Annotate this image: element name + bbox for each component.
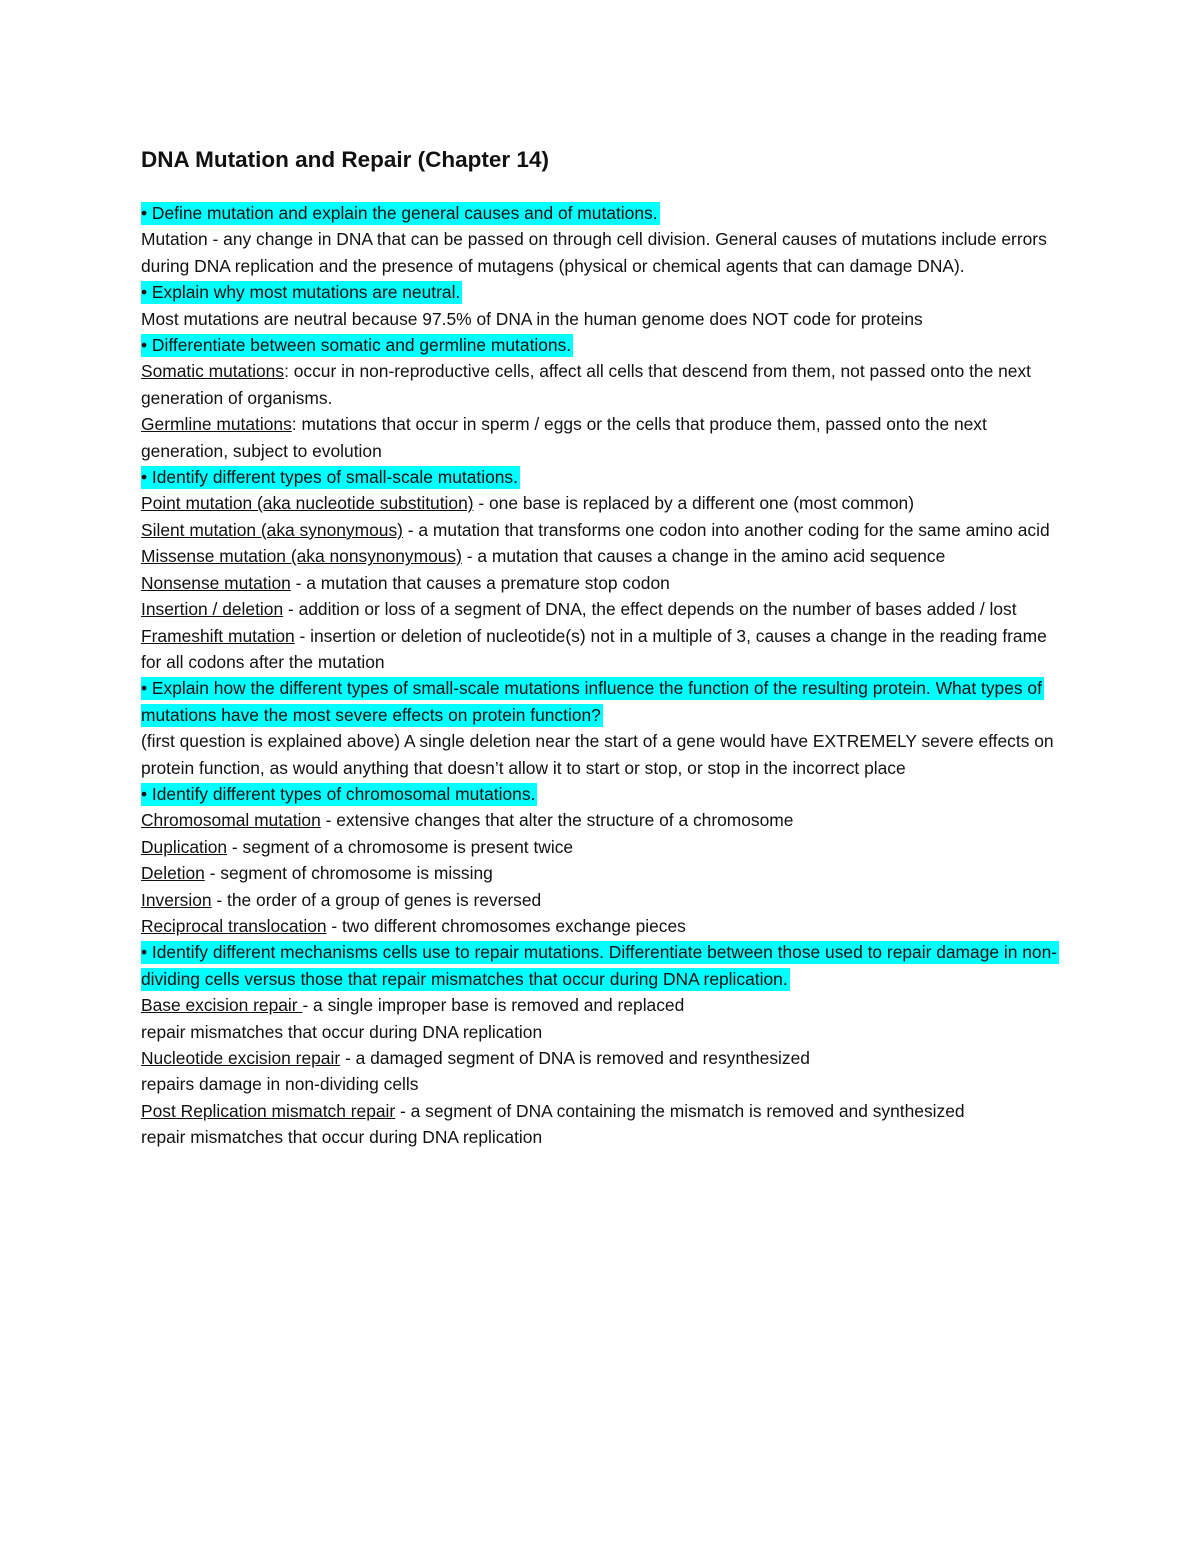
term-definition: - extensive changes that alter the structure of a chromosome	[320, 810, 794, 831]
term-definition: - one base is replaced by a different one (most common)	[473, 493, 915, 514]
answer-text: (first question is explained above) A single deletion near the start of a gene would have EXTREMELY severe effects on protein function, as would anything that doesn’t allow it to start or stop, or stop in the incorrect place	[141, 731, 1054, 778]
term-label: Deletion	[141, 863, 205, 884]
definition-entry	[141, 992, 1071, 1018]
learning-objective	[141, 675, 1071, 728]
term-definition: : occur in non-reproductive cells, affect all cells that descend from them, not passed onto the next generation of organisms.	[141, 361, 1031, 408]
learning-objective	[141, 939, 1071, 992]
definition-entry	[141, 490, 1071, 516]
term-label: Germline mutations	[141, 414, 292, 435]
answer-text: repair mismatches that occur during DNA replication	[141, 1127, 543, 1148]
document-title: DNA Mutation and Repair (Chapter 14)	[141, 147, 549, 172]
definition-entry	[141, 358, 1071, 411]
definition-entry	[141, 834, 1071, 860]
definition-entry	[141, 623, 1071, 676]
document-body	[141, 144, 1071, 1151]
learning-objective	[141, 279, 1071, 305]
term-label: Insertion / deletion	[141, 599, 284, 620]
answer-text: Mutation - any change in DNA that can be passed on through cell division. General causes of mutations include errors during DNA replication and the presence of mutagens (physical or chemical agents that can damage DNA).	[141, 229, 1047, 276]
term-definition: - a mutation that causes a premature stop codon	[290, 572, 670, 593]
term-label: Missense mutation (aka nonsynonymous)	[141, 546, 462, 567]
term-definition: - insertion or deletion of nucleotide(s) not in a multiple of 3, causes a change in the reading frame for all codons after the mutation	[141, 625, 1047, 672]
definition-entry	[141, 596, 1071, 622]
highlighted-objective-text: • Explain how the different types of small-scale mutations influence the function of the resulting protein. What types of mutations have the most severe effects on protein function?	[141, 678, 1042, 725]
highlighted-objective-text: • Identify different mechanisms cells use to repair mutations. Differentiate between those used to repair damage in non-dividing cells versus those that repair mismatches that occur during DNA replication.	[141, 942, 1058, 989]
term-label: Nonsense mutation	[141, 572, 291, 593]
term-label: Chromosomal mutation	[141, 810, 321, 831]
term-definition: - a damaged segment of DNA is removed and resynthesized	[340, 1048, 810, 1068]
term-definition: : mutations that occur in sperm / eggs or the cells that produce them, passed onto the next generation, subject to evolution	[141, 414, 987, 461]
term-definition: - segment of chromosome is missing	[204, 863, 493, 884]
learning-objective	[141, 781, 1071, 807]
term-definition: - a single improper base is removed and replaced	[302, 995, 685, 1016]
term-label: Duplication	[141, 836, 228, 857]
answer-text: repairs damage in non-dividing cells	[141, 1074, 419, 1095]
definition-entry	[141, 860, 1071, 886]
definition-entry	[141, 1045, 1071, 1071]
term-label: Silent mutation (aka synonymous)	[141, 519, 403, 540]
highlighted-objective-text: • Explain why most mutations are neutral.	[141, 282, 461, 303]
term-definition: - a mutation that causes a change in the amino acid sequence	[461, 546, 946, 567]
notes-list	[141, 200, 1071, 1151]
highlighted-objective-text: • Identify different types of small-scale mutations.	[141, 467, 518, 488]
definition-entry	[141, 1098, 1071, 1124]
definition-entry	[141, 887, 1071, 913]
definition-entry	[141, 807, 1071, 833]
term-definition: - a segment of DNA containing the mismatch is removed and synthesized	[395, 1100, 965, 1121]
definition-entry	[141, 517, 1071, 543]
answer-text: repair mismatches that occur during DNA replication	[141, 1021, 543, 1042]
highlighted-objective-text: • Differentiate between somatic and germline mutations.	[141, 335, 572, 356]
definition-entry	[141, 543, 1071, 569]
learning-objective	[141, 332, 1071, 358]
term-definition: - the order of a group of genes is reversed	[211, 889, 542, 910]
definition-entry	[141, 570, 1071, 596]
term-label: Frameshift mutation	[141, 625, 295, 646]
term-label: Post Replication mismatch repair	[141, 1100, 396, 1121]
term-label: Somatic mutations	[141, 361, 285, 382]
term-definition: - segment of a chromosome is present twice	[227, 836, 574, 857]
term-definition: - addition or loss of a segment of DNA, the effect depends on the number of bases added / lost	[283, 599, 1017, 620]
definition-entry	[141, 913, 1071, 939]
term-label: Inversion	[141, 889, 212, 910]
term-definition: - two different chromosomes exchange pieces	[326, 915, 686, 936]
learning-objective	[141, 464, 1071, 490]
answer-text: Most mutations are neutral because 97.5% of DNA in the human genome does NOT code for proteins	[141, 308, 923, 329]
learning-objective	[141, 200, 1071, 226]
highlighted-objective-text: • Identify different types of chromosomal mutations.	[141, 783, 536, 804]
term-label: Base excision repair	[141, 995, 303, 1016]
highlighted-objective-text: • Define mutation and explain the general causes and of mutations.	[141, 203, 658, 223]
term-definition: - a mutation that transforms one codon into another coding for the same amino acid	[402, 519, 1050, 540]
term-label: Point mutation (aka nucleotide substitution)	[141, 493, 474, 514]
definition-entry	[141, 411, 1071, 464]
term-label: Reciprocal translocation	[141, 915, 327, 936]
term-label: Nucleotide excision repair	[141, 1048, 341, 1068]
